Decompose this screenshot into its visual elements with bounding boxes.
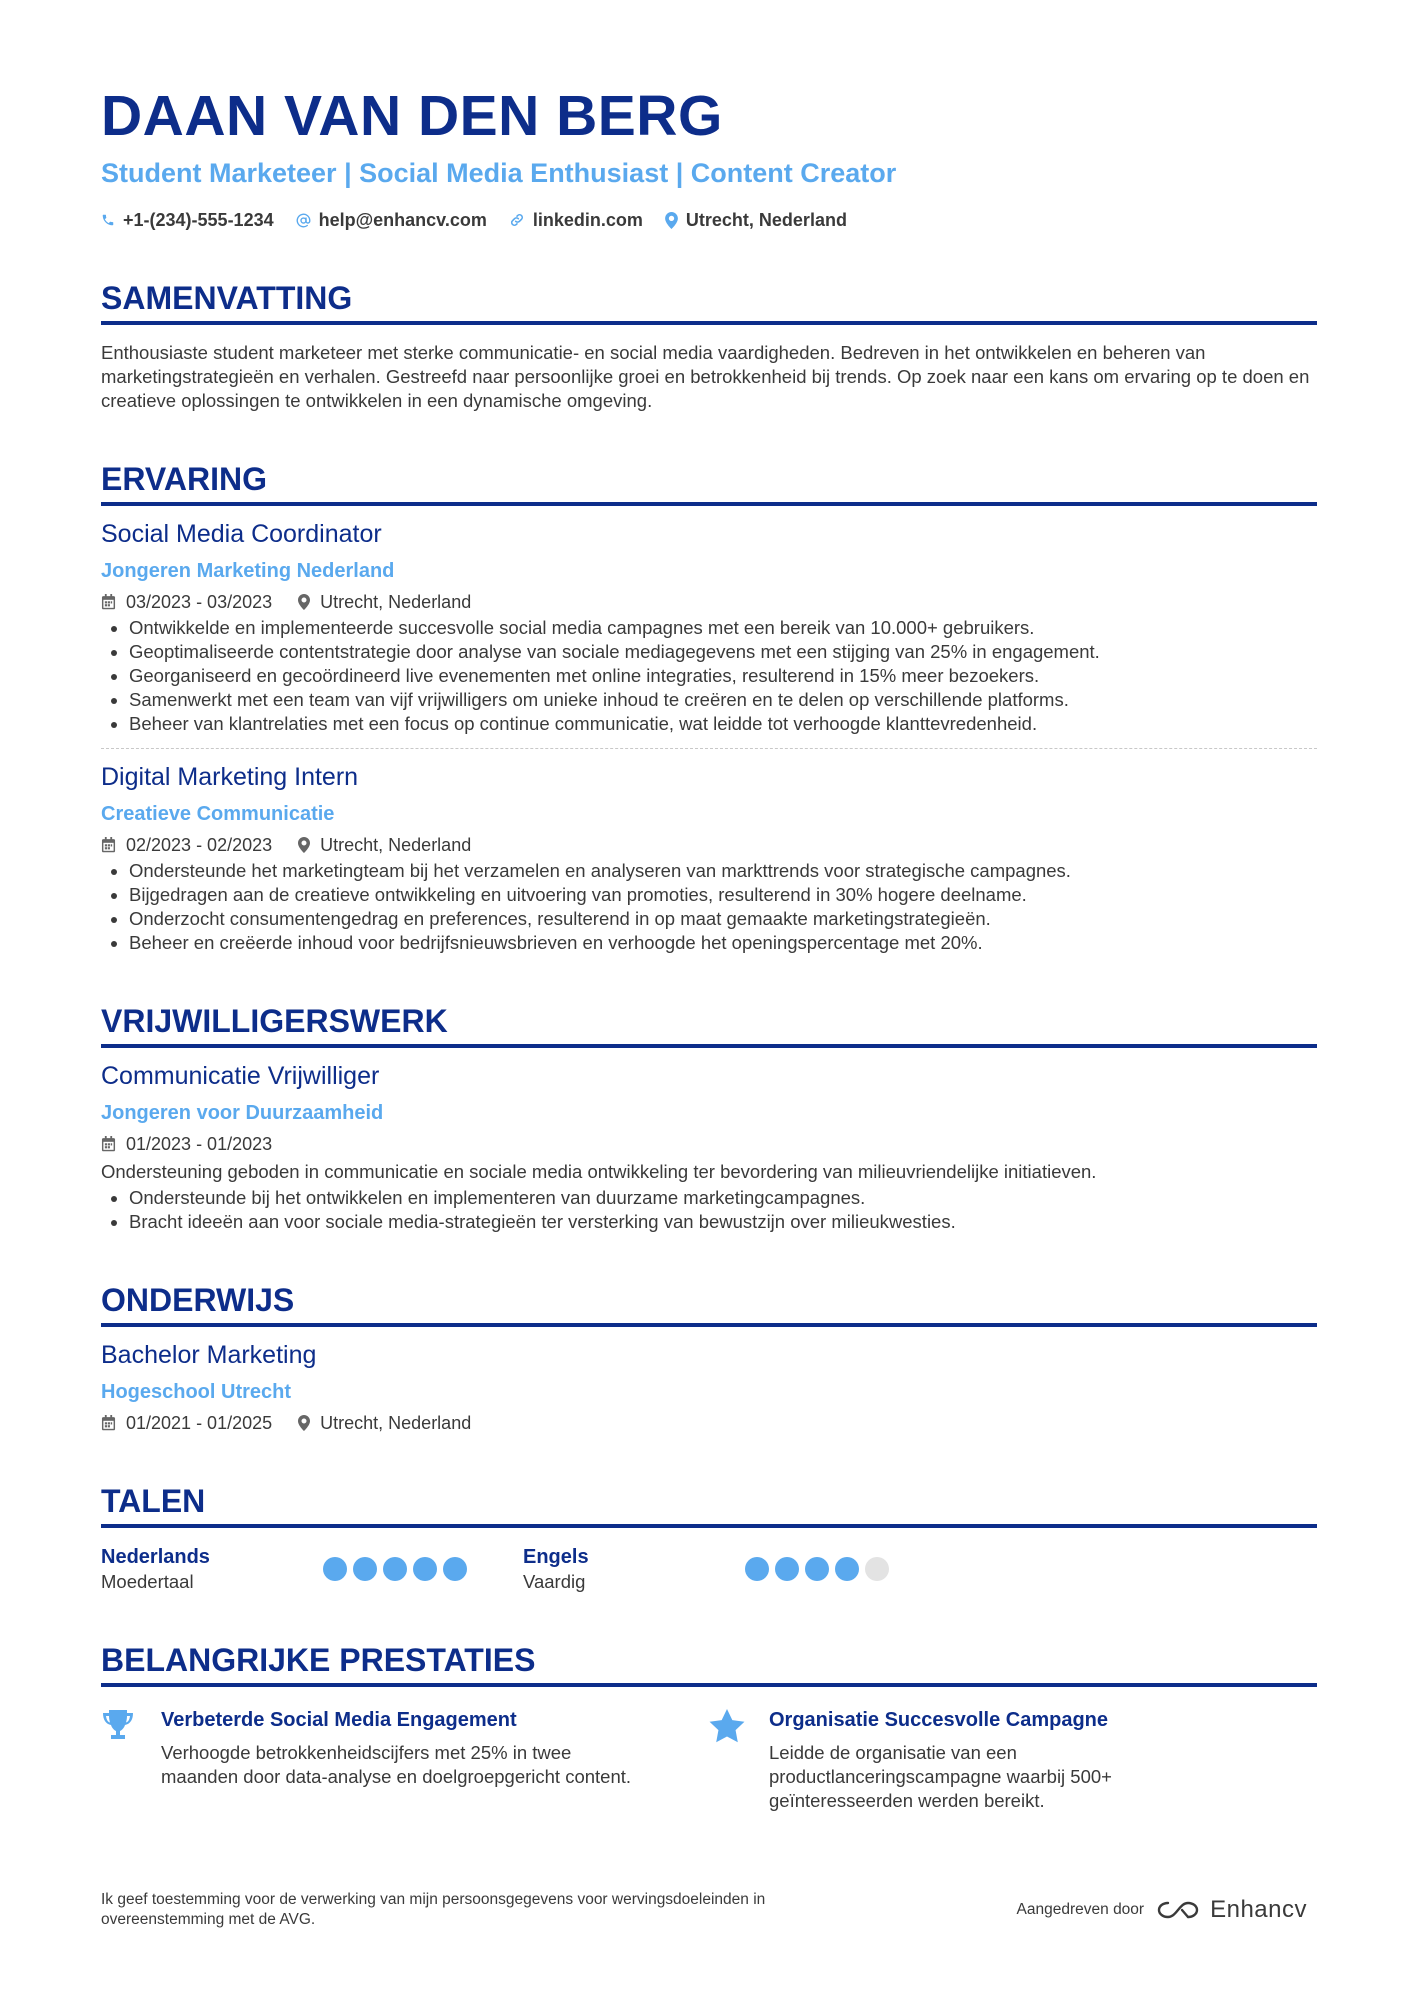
gdpr-consent: Ik geef toestemming voor de verwerking van mijn persoonsgegevens voor wervingsdoeleinden in overeenstemming met de AVG. (101, 1891, 766, 1928)
rating-dots (323, 1556, 473, 1582)
summary-section (101, 278, 1317, 413)
section-title: SAMENVATTING (101, 280, 353, 316)
location-text: Utrecht, Nederland (320, 1412, 472, 1433)
section-title: ONDERWIJS (101, 1282, 295, 1318)
entry-location (298, 835, 471, 856)
achievement-list (101, 859, 1317, 955)
volunteer-description: Ondersteuning geboden in communicatie en sociale media ontwikkeling ter bevordering van milieuvriendelijke initiatieven. (101, 1161, 1097, 1182)
section-divider (101, 321, 1317, 325)
list-item: • Geoptimaliseerde contentstrategie door analyse van sociale mediagegevens met een stijging van 25% in engagement. (129, 640, 1317, 664)
location-text: Utrecht, Nederland (320, 591, 472, 612)
job-title: Digital Marketing Intern (101, 763, 359, 791)
list-item: • Beheer van klantrelaties met een focus op continue communicatie, wat leidde tot verhoogde klanttevredenheid. (129, 712, 1317, 736)
language-level: Vaardig (523, 1571, 586, 1592)
list-item: • Onderzocht consumentengedrag en preferences, resulterend in op maat gemaakte marketingstrategieën. (129, 907, 1317, 931)
entry-meta (101, 833, 1317, 857)
section-title: BELANGRIJKE PRESTATIES (101, 1642, 536, 1678)
list-item: • Samenwerkt met een team van vijf vrijwilligers om unieke inhoud te creëren en te delen op verschillende platforms. (129, 688, 1317, 712)
volunteer-section (101, 1001, 1317, 1234)
achievement-description: Verhoogde betrokkenheidscijfers met 25% in twee maanden door data-analyse en doelgroepgericht content. (161, 1742, 632, 1787)
section-title: ERVARING (101, 461, 267, 497)
entry-meta (101, 590, 1317, 614)
rating-dot-filled (353, 1557, 377, 1581)
resume-content (101, 82, 1317, 1813)
rating-dot-filled (835, 1557, 859, 1581)
list-item: • Georganiseerd en gecoördineerd live evenementen met online integraties, resulterend in 15% meer bezoekers. (129, 664, 1317, 688)
experience-entry (101, 518, 1317, 736)
rating-dot-filled (805, 1557, 829, 1581)
linkedin-text: linkedin.com (532, 209, 643, 230)
contact-phone[interactable] (101, 210, 274, 231)
calendar-icon (101, 1415, 116, 1431)
at-icon (296, 213, 311, 228)
language-name: Engels (523, 1546, 589, 1568)
date-text: 03/2023 - 03/2023 (126, 591, 273, 612)
rating-dot-filled (383, 1557, 407, 1581)
language-item (523, 1544, 945, 1594)
rating-dot-empty (865, 1557, 889, 1581)
volunteer-entry (101, 1060, 1317, 1234)
trophy-icon (101, 1709, 135, 1741)
rating-dot-filled (745, 1557, 769, 1581)
achievement-title: Verbeterde Social Media Engagement (161, 1709, 517, 1731)
achievement-item (101, 1707, 709, 1813)
phone-icon (101, 213, 115, 227)
list-item: • Bijgedragen aan de creatieve ontwikkeling en uitvoering van promoties, resulterend in 30% hogere deelname. (129, 883, 1317, 907)
language-text (523, 1544, 745, 1594)
date-range (101, 1413, 272, 1434)
languages-section (101, 1481, 1317, 1594)
achievements-list (101, 1707, 1317, 1813)
experience-entry (101, 761, 1317, 955)
location-text: Utrecht, Nederland (320, 834, 472, 855)
achievements-section (101, 1640, 1317, 1813)
section-divider (101, 1524, 1317, 1528)
language-text (101, 1544, 323, 1594)
language-level: Moedertaal (101, 1571, 194, 1592)
job-title: Social Media Coordinator (101, 520, 382, 548)
achievement-item (709, 1707, 1317, 1813)
section-title: TALEN (101, 1483, 206, 1519)
contact-email[interactable] (296, 210, 487, 231)
section-divider (101, 1323, 1317, 1327)
language-name: Nederlands (101, 1546, 210, 1568)
achievement-icon-wrap (101, 1707, 161, 1813)
contact-linkedin[interactable] (509, 210, 643, 231)
rating-dot-filled (413, 1557, 437, 1581)
date-range (101, 1134, 272, 1155)
date-text: 02/2023 - 02/2023 (126, 834, 273, 855)
achievement-title: Organisatie Succesvolle Campagne (769, 1709, 1109, 1731)
rating-dot-filled (775, 1557, 799, 1581)
location-text: Utrecht, Nederland (685, 209, 847, 230)
location-pin-icon (298, 594, 310, 610)
entry-separator (101, 748, 1317, 749)
languages-list (101, 1544, 1317, 1594)
education-entry (101, 1339, 1317, 1435)
company-name: Jongeren Marketing Nederland (101, 560, 395, 582)
degree: Bachelor Marketing (101, 1341, 317, 1369)
date-range (101, 835, 272, 856)
entry-meta (101, 1132, 1317, 1156)
email-text: help@enhancv.com (318, 209, 487, 230)
achievement-body (161, 1707, 641, 1813)
section-divider (101, 1683, 1317, 1687)
company-name: Creatieve Communicatie (101, 803, 335, 825)
candidate-name: DAAN VAN DEN BERG (101, 84, 723, 148)
contact-bar (101, 208, 1317, 232)
entry-meta (101, 1411, 1317, 1435)
list-item: • Bracht ideeën aan voor sociale media-strategieën ter versterking van bewustzijn over milieukwesties. (129, 1210, 1317, 1234)
powered-by-label: Aangedreven door (1016, 1901, 1145, 1918)
brand-logo (1156, 1896, 1307, 1924)
calendar-icon (101, 594, 116, 610)
date-text: 01/2023 - 01/2023 (126, 1133, 273, 1154)
list-item: • Ondersteunde bij het ontwikkelen en implementeren van duurzame marketingcampagnes. (129, 1186, 1317, 1210)
date-range (101, 592, 272, 613)
date-text: 01/2021 - 01/2025 (126, 1412, 273, 1433)
page-footer (101, 1890, 1317, 1930)
school-name: Hogeschool Utrecht (101, 1381, 292, 1403)
location-pin-icon (665, 212, 678, 229)
enhancv-logo-icon (1156, 1899, 1202, 1921)
location-pin-icon (298, 837, 310, 853)
headline: Student Marketeer | Social Media Enthusiast | Content Creator (101, 158, 897, 188)
list-item: • Ondersteunde het marketingteam bij het verzamelen en analyseren van markttrends voor strategische campagnes. (129, 859, 1317, 883)
powered-by[interactable] (1017, 1896, 1307, 1924)
experience-section (101, 459, 1317, 955)
achievement-description: Leidde de organisatie van een productlanceringscampagne waarbij 500+ geïnteresseerden werden bereikt. (769, 1742, 1112, 1811)
entry-location (298, 592, 471, 613)
rating-dot-filled (323, 1557, 347, 1581)
section-title: VRIJWILLIGERSWERK (101, 1003, 448, 1039)
contact-location (665, 210, 847, 231)
link-icon (509, 212, 525, 228)
organization-name: Jongeren voor Duurzaamheid (101, 1102, 384, 1124)
calendar-icon (101, 837, 116, 853)
achievement-body (769, 1707, 1249, 1813)
section-divider (101, 1044, 1317, 1048)
entry-location (298, 1413, 471, 1434)
achievement-list (101, 616, 1317, 736)
achievement-list (101, 1186, 1317, 1234)
star-icon (709, 1709, 745, 1743)
list-item: • Beheer en creëerde inhoud voor bedrijfsnieuwsbrieven en verhoogde het openingspercentage met 20%. (129, 931, 1317, 955)
volunteer-role: Communicatie Vrijwilliger (101, 1062, 380, 1090)
rating-dots (745, 1556, 895, 1582)
achievement-icon-wrap (709, 1707, 769, 1813)
location-pin-icon (298, 1415, 310, 1431)
brand-name: Enhancv (1210, 1896, 1307, 1923)
language-item (101, 1544, 523, 1594)
summary-text: Enthousiaste student marketeer met sterke communicatie- en social media vaardigheden. Bedreven in het ontwikkelen en beheren van marketingstrategieën en verhalen. Gestreefd naar persoonlijke groei en betrokkenheid bij trends. Op zoek naar een kans om ervaring op te doen en creatieve oplossingen te ontwikkelen in een dynamische omgeving. (101, 342, 1310, 411)
calendar-icon (101, 1136, 116, 1152)
rating-dot-filled (443, 1557, 467, 1581)
list-item: • Ontwikkelde en implementeerde succesvolle social media campagnes met een bereik van 10.000+ gebruikers. (129, 616, 1317, 640)
section-divider (101, 502, 1317, 506)
phone-text: +1-(234)-555-1234 (123, 209, 274, 230)
education-section (101, 1280, 1317, 1435)
